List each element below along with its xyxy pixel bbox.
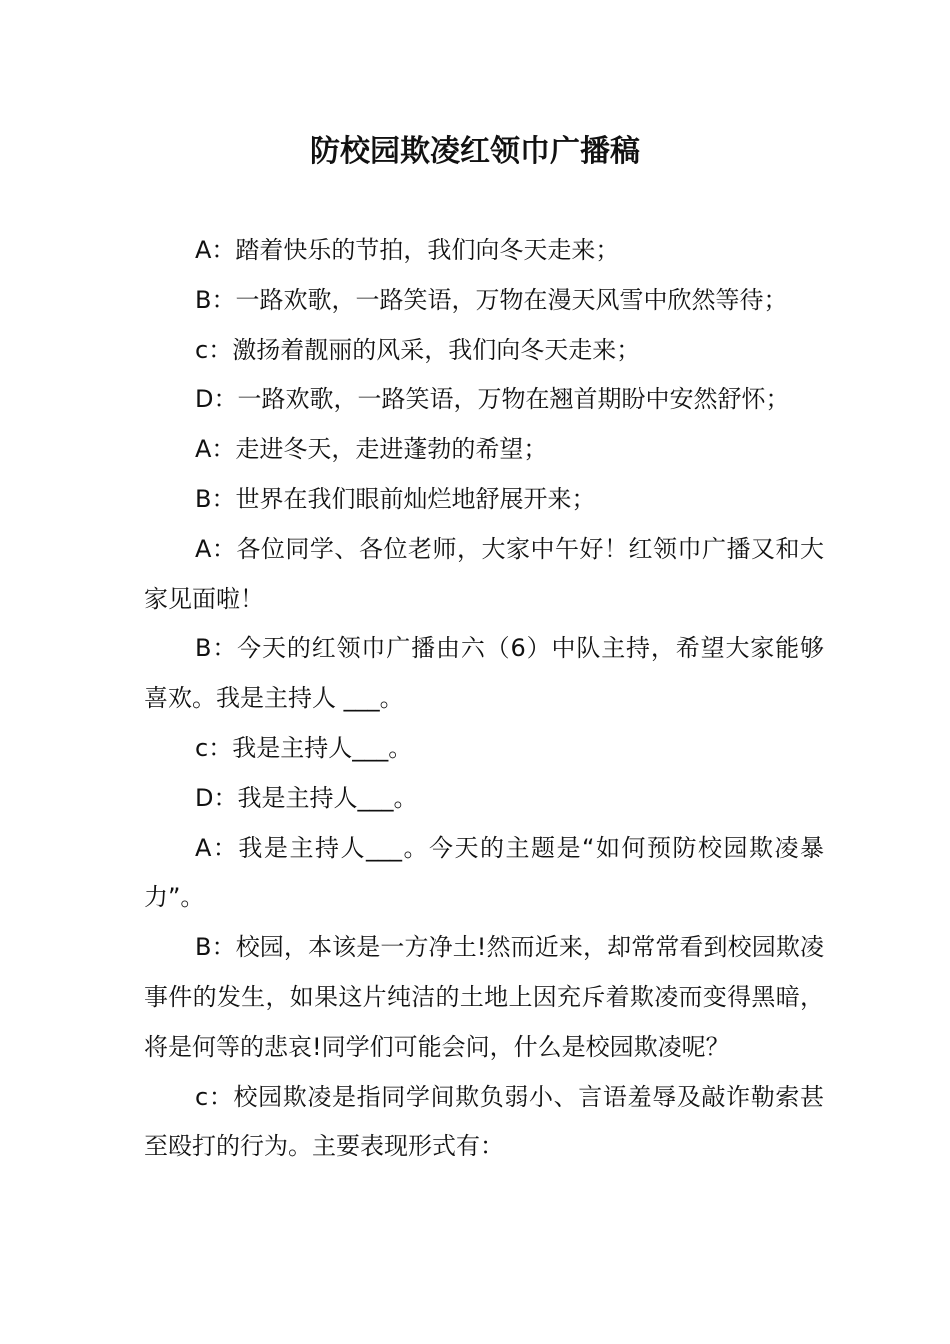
paragraph-10: D：我是主持人___。 [195,783,418,812]
paragraph-7: A：各位同学、各位老师，大家中午好！红领巾广播又和大家见面啦！ [144,534,824,613]
paragraph-1: A：踏着快乐的节拍，我们向冬天走来； [195,236,620,264]
paragraph-11: A：我是主持人___。今天的主题是“如何预防校园欺凌暴力”。 [144,833,824,912]
paragraph-5: A：走进冬天，走进蓬勃的希望； [195,435,548,464]
paragraph-12: B：校园，本该是一方净土!然而近来，却常常看到校园欺凌事件的发生，如果这片纯洁的土地上因充斥着欺凌而变得黑暗，将是何等的悲哀!同学们可能会问，什么是校园欺凌呢？ [144,933,824,1061]
paragraph-9: c：我是主持人___。 [195,733,413,762]
document-title: 防校园欺凌红领巾广播稿 [310,134,640,169]
paragraph-6: B：世界在我们眼前灿烂地舒展开来； [195,484,596,513]
paragraph-4: D：一路欢歌，一路笑语，万物在翘首期盼中安然舒怀； [195,385,790,414]
document-body [144,226,824,1172]
paragraph-13: c：校园欺凌是指同学间欺负弱小、言语羞辱及敲诈勒索甚至殴打的行为。主要表现形式有： [144,1082,824,1161]
paragraph-8: B：今天的红领巾广播由六（6）中队主持，希望大家能够喜欢。我是主持人 ___。 [144,634,824,713]
paragraph-3: c：激扬着靓丽的风采，我们向冬天走来； [195,335,641,364]
paragraph-2: B：一路欢歌，一路笑语，万物在漫天风雪中欣然等待； [195,285,788,314]
